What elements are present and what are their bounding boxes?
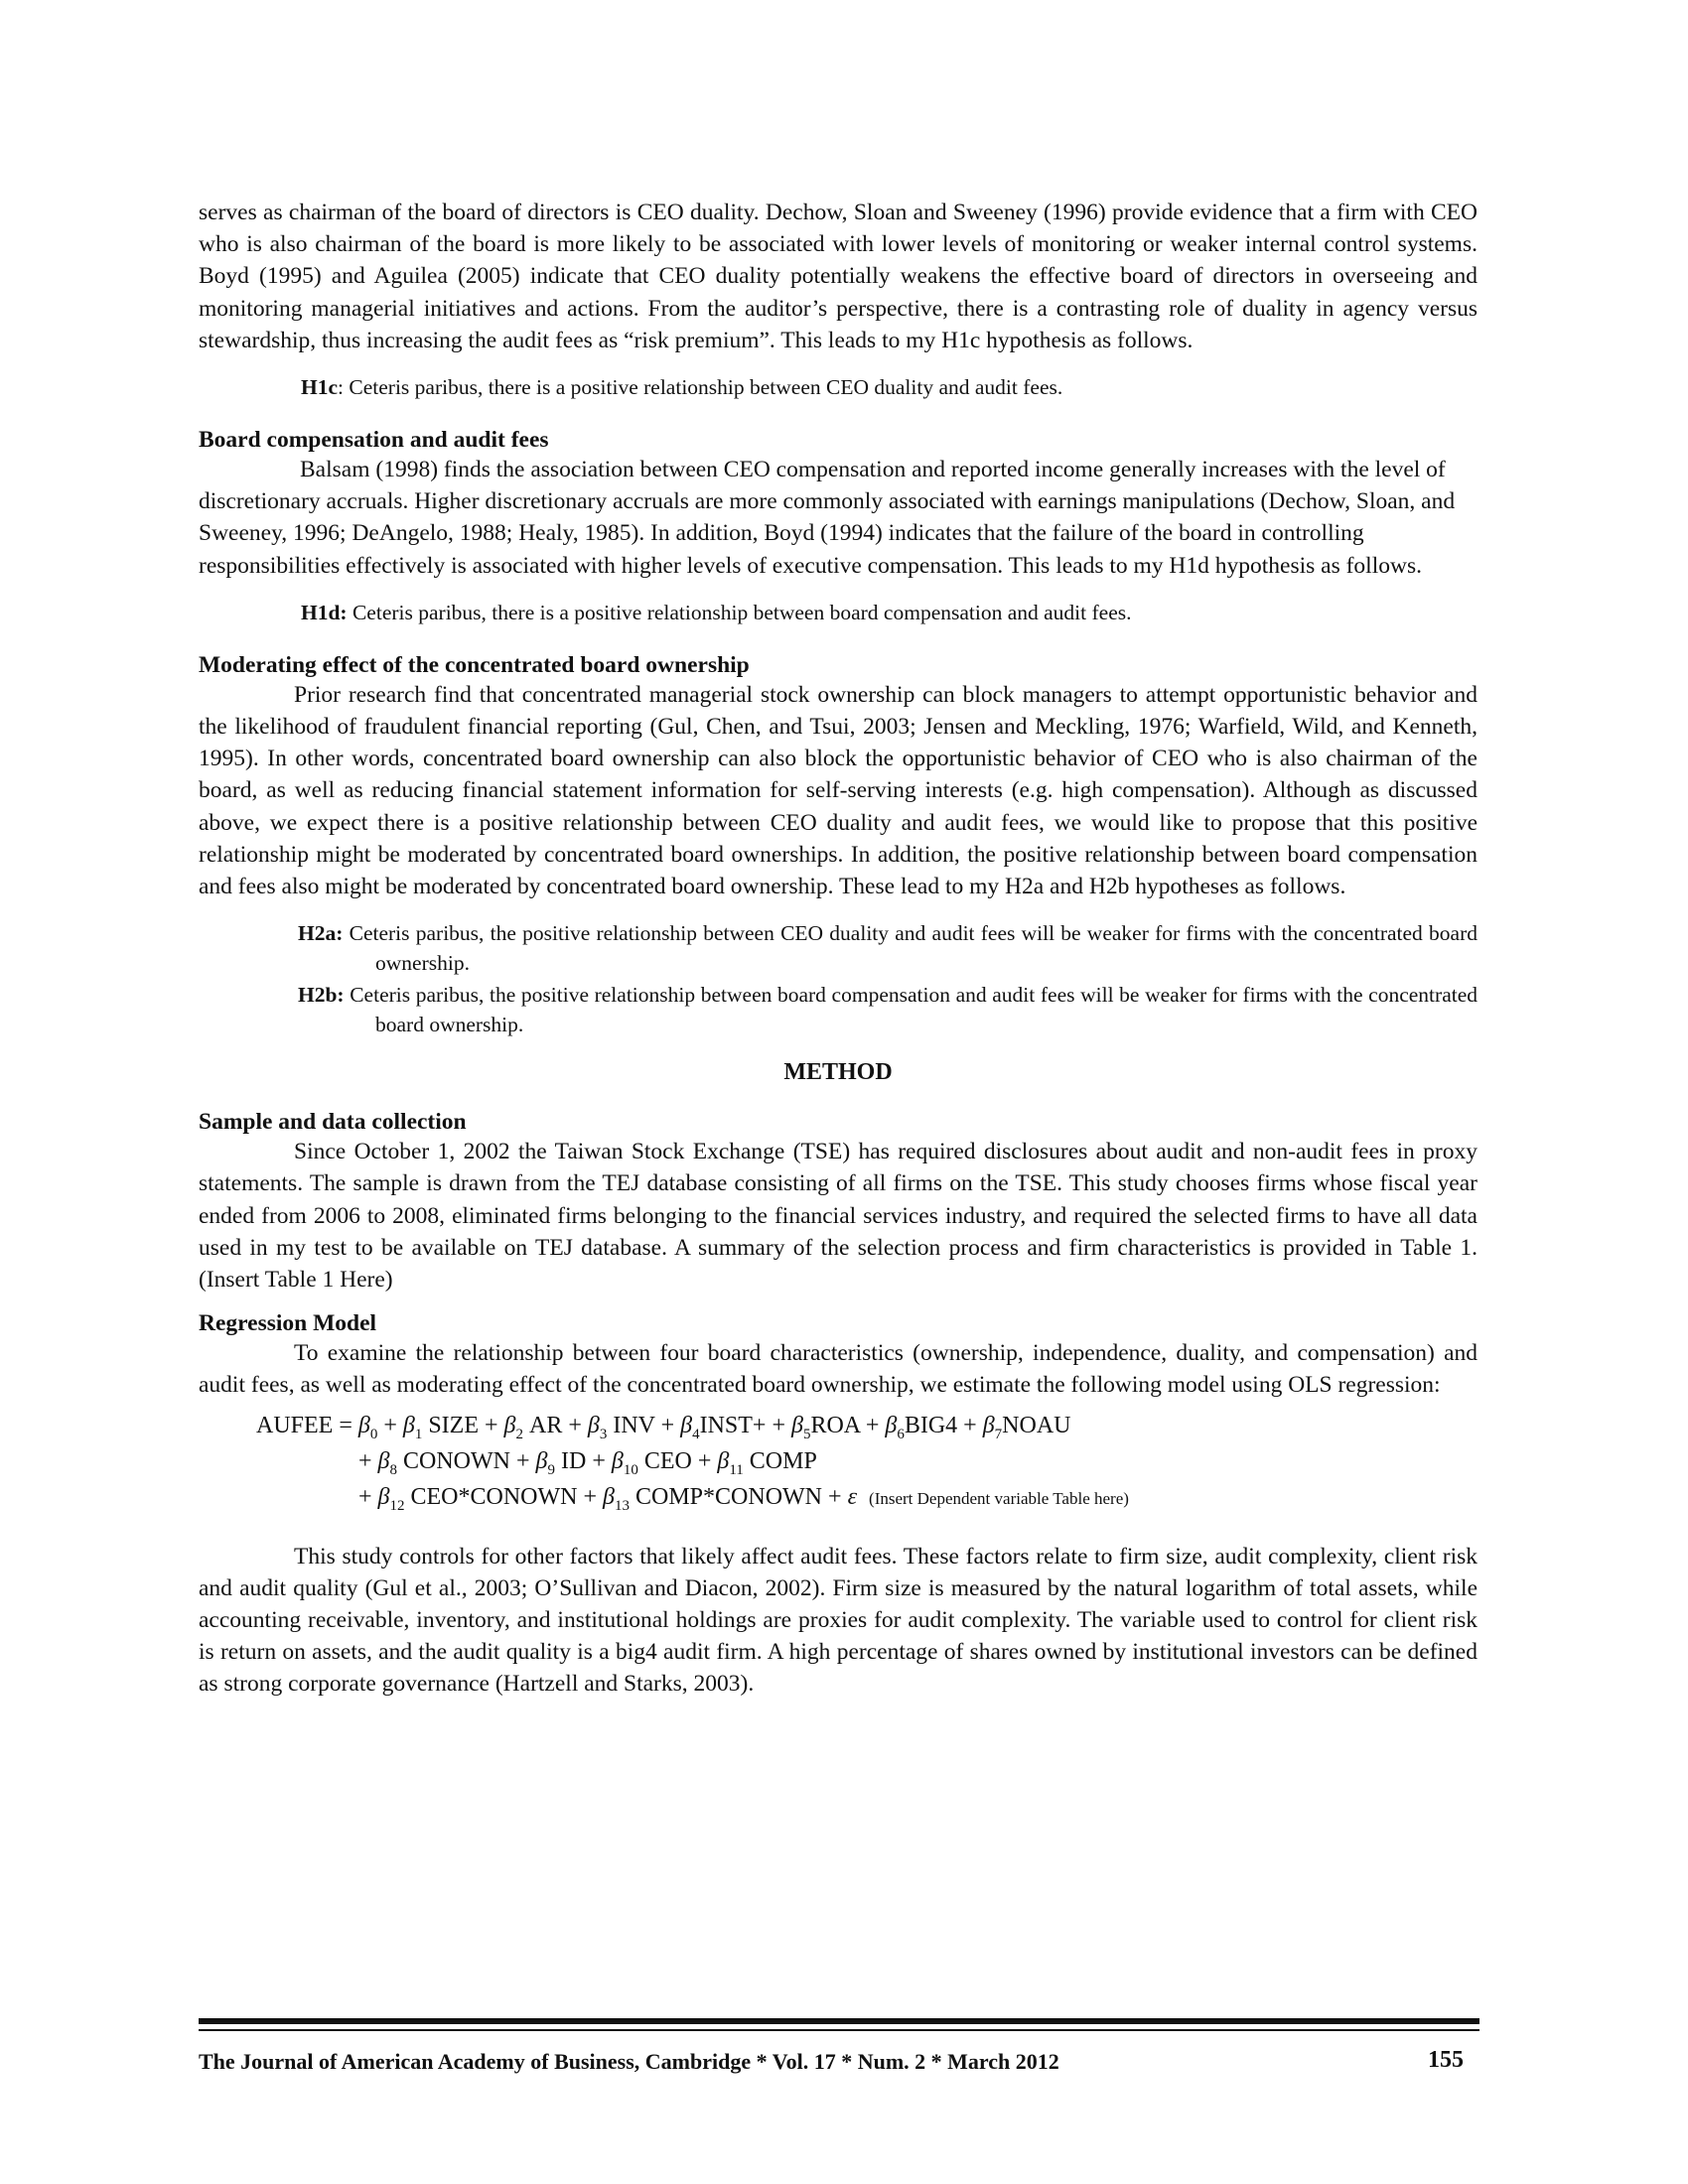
- epsilon-symbol: ε: [847, 1483, 858, 1510]
- beta-symbol: β: [587, 1412, 600, 1438]
- beta-subscript: 1: [414, 1426, 423, 1442]
- variable-name: CEO: [637, 1447, 692, 1474]
- beta-symbol: β: [717, 1447, 730, 1474]
- footer-rule-thick: [199, 2018, 1479, 2024]
- equation-line-3: + $\beta_{12}$ CEO*CONOWN + $\beta_{13}$ COMP*CONOWN + ε (Insert Dependent variable Table here): [358, 1483, 1129, 1514]
- beta-symbol: β: [603, 1483, 615, 1510]
- beta-symbol: β: [982, 1412, 995, 1438]
- beta-subscript: 4: [692, 1426, 700, 1442]
- page-number: 155: [1428, 2047, 1464, 2073]
- equation-lhs: AUFEE =: [256, 1412, 352, 1438]
- hypothesis-h2b: [199, 980, 1477, 1039]
- hypothesis-h1d: [199, 598, 1477, 627]
- variable-name: COMP: [743, 1447, 817, 1474]
- variable-name: CONOWN: [397, 1447, 510, 1474]
- equation-line-2: + $\beta_8$ CONOWN + $\beta_9$ ID + $\beta_{10}$ CEO + $\beta_{11}$ COMP: [358, 1447, 817, 1478]
- beta-symbol: β: [377, 1447, 390, 1474]
- equation-term: [791, 1412, 860, 1442]
- equation-term: [535, 1447, 587, 1478]
- variable-name: ROA: [810, 1412, 860, 1438]
- footer-rule-thin: [199, 2029, 1479, 2031]
- hypothesis-text: Ceteris paribus, the positive relationship between CEO duality and audit fees will be weaker for firms with the concentrated board ownership.: [343, 921, 1477, 976]
- beta-subscript: 9: [547, 1461, 555, 1478]
- variable-name: AR: [523, 1412, 563, 1438]
- beta-symbol: β: [611, 1447, 624, 1474]
- beta-subscript: 6: [897, 1426, 905, 1442]
- variable-name: BIG4: [904, 1412, 958, 1438]
- equation-term: [503, 1412, 563, 1442]
- variable-name: INST+: [699, 1412, 767, 1438]
- beta-subscript: 0: [369, 1426, 378, 1442]
- section-heading-regression: Regression Model: [199, 1310, 377, 1337]
- equation-term: [680, 1412, 767, 1442]
- equation-term: [885, 1412, 958, 1442]
- variable-name: ID: [555, 1447, 587, 1474]
- equation-note: (Insert Dependent variable Table here): [869, 1488, 1129, 1508]
- journal-footer: The Journal of American Academy of Business, Cambridge * Vol. 17 * Num. 2 * March 2012: [199, 2049, 1059, 2074]
- section-heading-moderating-effect: Moderating effect of the concentrated board ownership: [199, 651, 750, 678]
- beta-symbol: β: [357, 1412, 370, 1438]
- beta-subscript: 7: [994, 1426, 1003, 1442]
- hypothesis-text: Ceteris paribus, there is a positive relationship between board compensation and audit fees.: [347, 600, 1132, 624]
- hypothesis-text: Ceteris paribus, the positive relationship between board compensation and audit fees will be weaker for firms with the concentrated board ownership.: [344, 983, 1477, 1037]
- section-heading-board-compensation: Board compensation and audit fees: [199, 427, 549, 454]
- beta-symbol: β: [535, 1447, 548, 1474]
- equation-term: [982, 1412, 1071, 1442]
- board-compensation-paragraph: Balsam (1998) finds the association between CEO compensation and reported income generally increases with the level of discretionary accruals. Higher discretionary accruals are more commonly associated with earnings manipulations (Dechow, Sloan, and Sweeney, 1996; DeAngelo, 1988; Healy, 1985). In addition, Boyd (1994) indicates that the failure of the board in controlling responsibilities effectively is associated with higher levels of executive compensation. This leads to my H1d hypothesis as follows.: [199, 457, 1456, 579]
- regression-paragraph: To examine the relationship between four board characteristics (ownership, independence, duality, and compensation) and audit fees, as well as moderating effect of the concentrated board ownership, we estimate the following model using OLS regression:: [199, 1340, 1477, 1399]
- equation-term: [402, 1412, 479, 1442]
- beta-symbol: β: [680, 1412, 693, 1438]
- variable-name: INV: [607, 1412, 655, 1438]
- beta-subscript: 13: [615, 1497, 630, 1514]
- beta-subscript: 12: [389, 1497, 405, 1514]
- moderating-effect-paragraph: Prior research find that concentrated managerial stock ownership can block managers to attempt opportunistic behavior and the likelihood of fraudulent financial reporting (Gul, Chen, and Tsui, 2003; Jensen and Meckling, 1976; Warfield, Wild, and Kenneth, 1995). In other words, concentrated board ownership can also block the opportunistic behavior of CEO who is also chairman of the board, as well as reducing financial statement information for self-serving interests (e.g. high compensation). Although as discussed above, we expect there is a positive relationship between CEO duality and audit fees, we would like to propose that this positive relationship might be moderated by concentrated board ownerships. In addition, the positive relationship between board compensation and fees also might be moderated by concentrated board ownership. These lead to my H2a and H2b hypotheses as follows.: [199, 681, 1477, 900]
- article-page: [199, 197, 1477, 1701]
- beta-symbol: β: [402, 1412, 415, 1438]
- beta-symbol: β: [885, 1412, 898, 1438]
- controls-paragraph: This study controls for other factors that likely affect audit fees. These factors relate to firm size, audit complexity, client risk and audit quality (Gul et al., 2003; O’Sullivan and Diacon, 2002). Firm size is measured by the natural logarithm of total assets, while accounting receivable, inventory, and institutional holdings are proxies for audit complexity. The variable used to control for client risk is return on assets, and the audit quality is a big4 audit firm. A high percentage of shares owned by institutional investors can be defined as strong corporate governance (Hartzell and Starks, 2003).: [199, 1543, 1477, 1698]
- beta-subscript: 3: [599, 1426, 608, 1442]
- sample-paragraph: Since October 1, 2002 the Taiwan Stock Exchange (TSE) has required disclosures about audit and non-audit fees in proxy statements. The sample is drawn from the TEJ database consisting of all firms on the TSE. This study chooses firms whose fiscal year ended from 2006 to 2008, eliminated firms belonging to the financial services industry, and required the selected firms to have all data used in my test to be available on TEJ database. A summary of the selection process and firm characteristics is provided in Table 1. (Insert Table 1 Here): [199, 1139, 1477, 1294]
- beta-subscript: 8: [389, 1461, 397, 1478]
- hypothesis-label: H1d:: [301, 600, 348, 624]
- beta-subscript: 5: [802, 1426, 811, 1442]
- equation-line-1: AUFEE = $\beta_0 + \beta_1$ SIZE + $\beta_2$ AR + $\beta_3$ INV + $\beta_4INST+ + \beta_5ROA + \beta_6BIG4$ + $\beta_7NOAU$: [256, 1412, 1071, 1442]
- beta-symbol: β: [377, 1483, 390, 1510]
- hypothesis-label: H2a:: [298, 921, 344, 946]
- beta-subscript: 10: [623, 1461, 638, 1478]
- hypothesis-label: H2b:: [298, 983, 345, 1008]
- variable-name: COMP*CONOWN: [630, 1483, 823, 1510]
- beta-subscript: 11: [729, 1461, 744, 1478]
- intro-paragraph: serves as chairman of the board of directors is CEO duality. Dechow, Sloan and Sweeney (1996) provide evidence that a firm with CEO who is also chairman of the board is more likely to be associated with lower levels of monitoring or weaker internal control systems. Boyd (1995) and Aguilea (2005) indicate that CEO duality potentially weakens the effective board of directors in overseeing and monitoring managerial initiatives and actions. From the auditor’s perspective, there is a contrasting role of duality in agency versus stewardship, thus increasing the audit fees as “risk premium”. This leads to my H1c hypothesis as follows.: [199, 200, 1477, 353]
- equation-term: [377, 1483, 578, 1514]
- method-heading: METHOD: [783, 1059, 893, 1086]
- hypothesis-h1c: [199, 372, 1477, 402]
- beta-symbol: β: [791, 1412, 803, 1438]
- beta-symbol: β: [503, 1412, 516, 1438]
- hypothesis-h2a: [199, 918, 1477, 978]
- equation-term: [603, 1483, 823, 1514]
- beta-subscript: 2: [515, 1426, 523, 1442]
- equation-term: [611, 1447, 692, 1478]
- hypothesis-text: : Ceteris paribus, there is a positive relationship between CEO duality and audit fees.: [338, 375, 1063, 400]
- variable-name: CEO*CONOWN: [404, 1483, 578, 1510]
- equation-term: [357, 1412, 378, 1442]
- equation-term: [587, 1412, 655, 1442]
- equation-term: [377, 1447, 510, 1478]
- regression-equation: [199, 1408, 1477, 1519]
- section-heading-sample: Sample and data collection: [199, 1109, 467, 1136]
- equation-term: [717, 1447, 817, 1478]
- variable-name: SIZE: [422, 1412, 479, 1438]
- variable-name: NOAU: [1002, 1412, 1071, 1438]
- hypothesis-label: H1c: [301, 375, 339, 400]
